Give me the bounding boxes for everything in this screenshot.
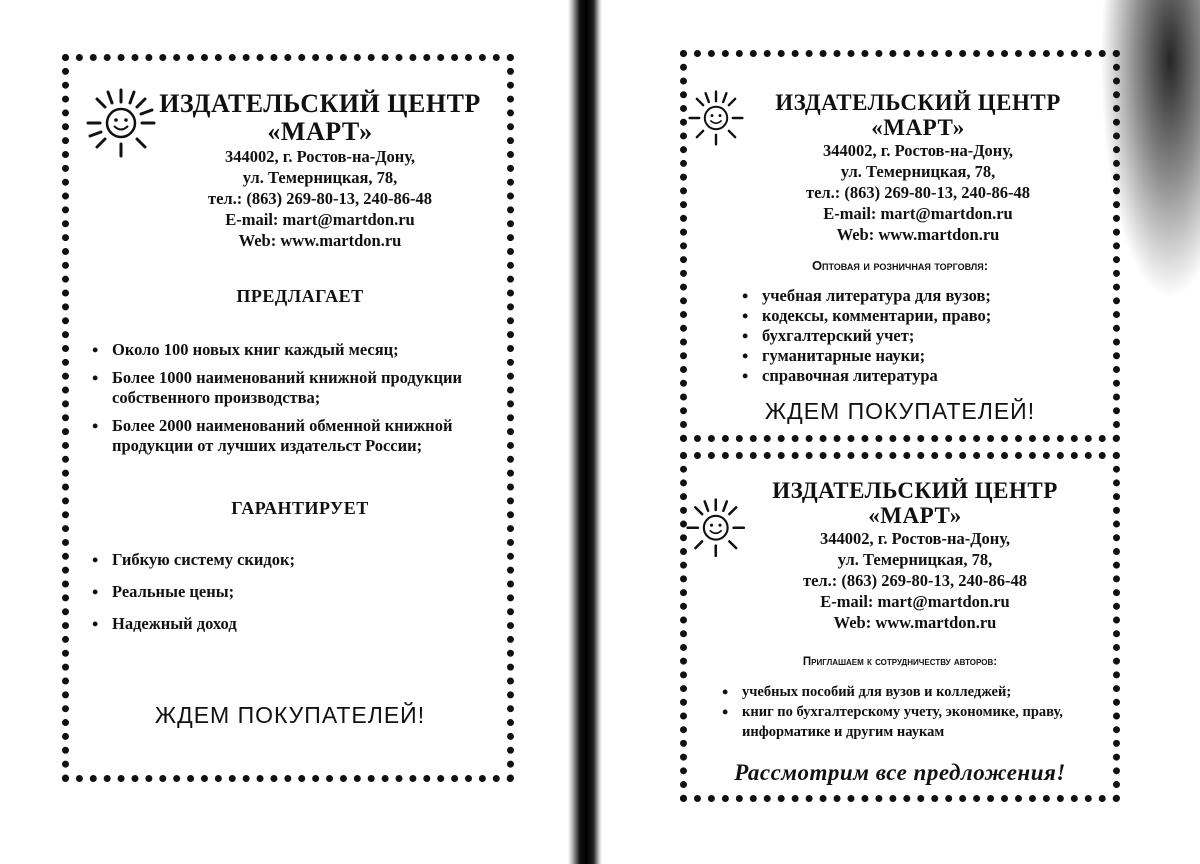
list-item: • Более 2000 наименований обменной книжной продукции от лучших издательст России;	[112, 416, 507, 456]
list-item: • кодексы, комментарии, право;	[762, 306, 1092, 326]
publisher-brand: «МАРТ»	[868, 503, 962, 528]
publisher-name: ИЗДАТЕЛЬСКИЙ ЦЕНТР	[772, 478, 1058, 503]
offers-list	[90, 340, 507, 464]
address-line1: 344002, г. Ростов-на-Дону,	[819, 529, 1011, 548]
right-page	[600, 0, 1200, 864]
guarantees-heading: ГАРАНТИРУЕТ	[231, 498, 369, 518]
web: Web: www.martdon.ru	[833, 613, 997, 632]
address-line2: ул. Темерницкая, 78,	[837, 550, 993, 569]
list-item: • Реальные цены;	[112, 582, 507, 602]
address-line1: 344002, г. Ростов-на-Дону,	[224, 147, 416, 166]
left-page	[0, 0, 570, 864]
publisher-brand: «МАРТ»	[267, 117, 373, 146]
book-gutter	[568, 0, 602, 864]
list-item: • гуманитарные науки;	[762, 346, 1092, 366]
left-slogan: ЖДЕМ ПОКУПАТЕЛЕЙ!	[154, 702, 426, 728]
publisher-brand: «МАРТ»	[871, 115, 965, 140]
email: E-mail: mart@martdon.ru	[225, 210, 415, 229]
phone: тел.: (863) 269-80-13, 240-86-48	[802, 571, 1028, 590]
sun-icon	[688, 90, 744, 146]
web: Web: www.martdon.ru	[238, 231, 402, 250]
list-item: • справочная литература	[762, 366, 1092, 386]
right-top-slogan: ЖДЕМ ПОКУПАТЕЛЕЙ!	[764, 398, 1036, 424]
list-item: • Гибкую систему скидок;	[112, 550, 507, 570]
list-item: • Около 100 новых книг каждый месяц;	[112, 340, 507, 360]
authors-list	[720, 682, 1112, 742]
trade-list	[740, 286, 1092, 386]
list-item: • учебная литература для вузов;	[762, 286, 1092, 306]
left-header	[150, 90, 490, 251]
list-item: • Более 1000 наименований книжной продукции собственного производства;	[112, 368, 507, 408]
list-item: • учебных пособий для вузов и колледжей;	[742, 682, 1112, 702]
trade-heading: Оптовая и розничная торговля:	[811, 258, 989, 273]
email: E-mail: mart@martdon.ru	[823, 204, 1013, 223]
right-bottom-header	[740, 478, 1090, 633]
offers-heading: ПРЕДЛАГАЕТ	[236, 286, 364, 306]
email: E-mail: mart@martdon.ru	[820, 592, 1010, 611]
publisher-name: ИЗДАТЕЛЬСКИЙ ЦЕНТР	[775, 90, 1061, 115]
list-item: • Надежный доход	[112, 614, 507, 634]
guarantees-list	[90, 550, 507, 642]
address-line2: ул. Темерницкая, 78,	[840, 162, 996, 181]
list-item: • книг по бухгалтерскому учету, экономике, праву, информатике и другим наукам	[742, 702, 1112, 742]
right-bottom-slogan: Рассмотрим все предложения!	[734, 760, 1066, 785]
authors-heading: Приглашаем к сотрудничеству авторов:	[802, 656, 998, 668]
phone: тел.: (863) 269-80-13, 240-86-48	[805, 183, 1031, 202]
sun-icon	[686, 498, 746, 558]
address-line2: ул. Темерницкая, 78,	[242, 168, 398, 187]
phone: тел.: (863) 269-80-13, 240-86-48	[207, 189, 433, 208]
web: Web: www.martdon.ru	[836, 225, 1000, 244]
sun-icon	[86, 88, 156, 158]
address-line1: 344002, г. Ростов-на-Дону,	[822, 141, 1014, 160]
list-item: • бухгалтерский учет;	[762, 326, 1092, 346]
publisher-name: ИЗДАТЕЛЬСКИЙ ЦЕНТР	[159, 89, 481, 118]
right-top-header	[748, 90, 1088, 245]
